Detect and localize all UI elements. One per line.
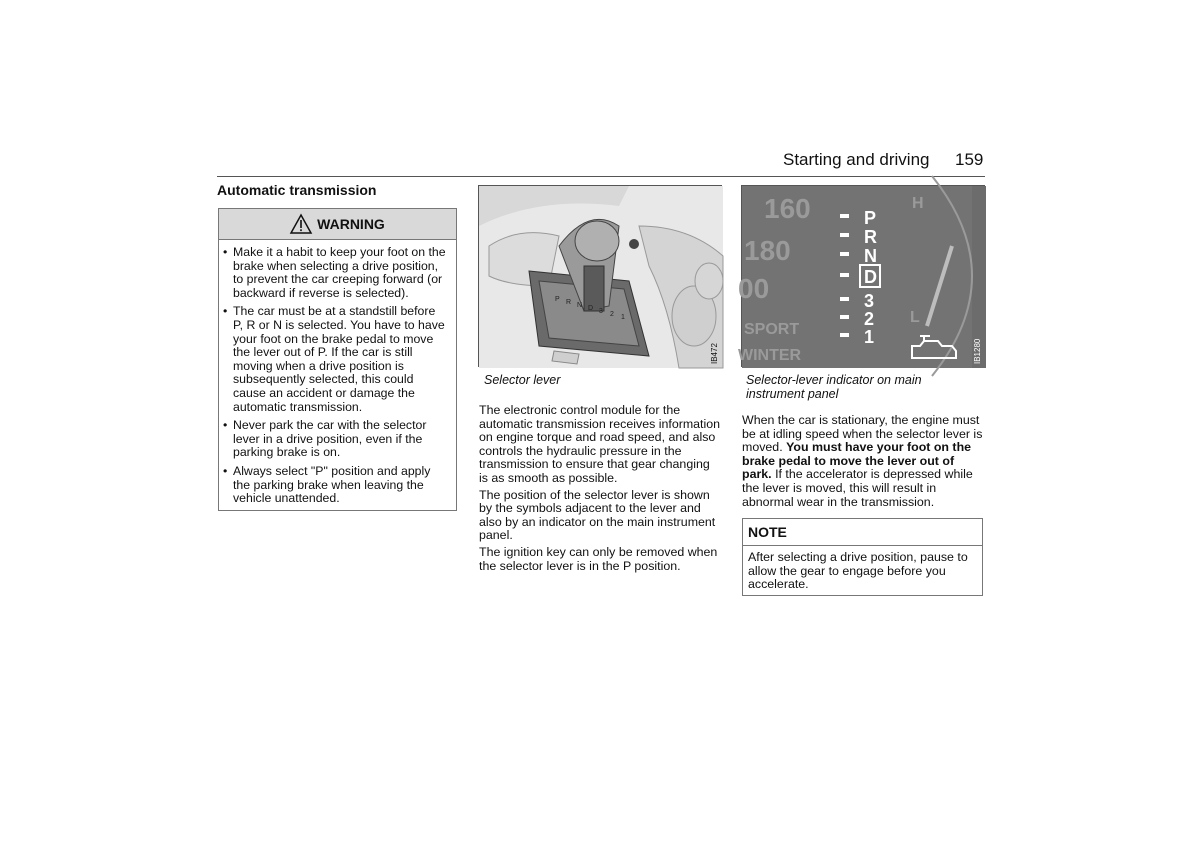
chapter-title: Starting and driving — [783, 150, 930, 169]
instrument-panel-figure — [738, 185, 985, 367]
page-number: 159 — [955, 150, 984, 169]
middle-column-text — [479, 404, 721, 576]
header-rule — [217, 176, 985, 177]
gate-letter: D — [588, 305, 594, 312]
warning-header — [219, 209, 456, 240]
figure-code: IB1280 — [973, 338, 982, 364]
paragraph-part: When the car is stationary, the engine must be at idling speed when the selector lever is moved. — [742, 413, 983, 455]
note-text: After selecting a drive position, pause to allow the gear to engage before you accelerate. — [748, 550, 968, 592]
gate-letter: 1 — [621, 314, 625, 321]
note-box — [742, 518, 983, 596]
gear-letter: R — [864, 227, 877, 247]
gear-letter: 3 — [864, 291, 875, 311]
warning-item: • The car must be at a standstill before P, R or N is selected. You have to have your foot on the brake pedal to move the lever out of P. If the car is still moving when a drive position is subsequently selected, this could cause an accident or damage the automatic transmission. — [223, 305, 446, 414]
warning-item: • Always select "P" position and apply the parking brake when leaving the vehicle unattended. — [223, 465, 446, 506]
gate-letter: P — [555, 296, 560, 303]
selector-lever-illustration — [479, 186, 723, 368]
gear-letter: 1 — [864, 327, 875, 347]
figure-code: IB472 — [710, 343, 719, 364]
gate-letter: 2 — [610, 311, 614, 318]
instrument-panel-illustration — [738, 186, 986, 368]
gate-letter: N — [577, 302, 583, 309]
selector-lever-figure — [478, 185, 722, 367]
paragraph: The ignition key can only be removed when the selector lever is in the P position. — [479, 544, 718, 573]
figure-caption: Selector-lever indicator on main instrument panel — [746, 373, 922, 401]
gear-letter: P — [864, 208, 877, 228]
warning-label: WARNING — [317, 216, 385, 232]
gate-letter: R — [566, 299, 572, 306]
warning-list — [219, 240, 456, 506]
note-header: NOTE — [743, 519, 982, 546]
gauge-number: 160 — [764, 193, 811, 224]
fuel-low-label: L — [910, 309, 920, 326]
fuel-high-label: H — [912, 195, 924, 212]
gear-letter: D — [864, 267, 877, 287]
warning-item: • Make it a habit to keep your foot on the brake when selecting a drive position, to prevent the car creeping forward (or backward if reverse is selected). — [223, 246, 446, 300]
paragraph: The position of the selector lever is shown by the symbols adjacent to the lever and also by an indicator on the main instrument panel. — [479, 487, 716, 543]
paragraph-part: If the accelerator is depressed while the lever is moved, this will result in abnormal wear in the transmission. — [742, 467, 973, 509]
warning-triangle-icon — [290, 214, 312, 234]
gauge-number: 180 — [744, 235, 791, 266]
mode-label: SPORT — [744, 321, 800, 338]
right-column-text — [742, 414, 985, 509]
paragraph: The electronic control module for the automatic transmission receives information on engine torque and road speed, and also controls the hydraulic pressure in the transmission to ensure that gear changing is as smooth as possible. — [479, 403, 721, 485]
gate-letter: 3 — [599, 308, 603, 315]
gear-letter: N — [864, 246, 877, 266]
warning-item: • Never park the car with the selector lever in a drive position, even if the parking brake is on. — [223, 419, 446, 460]
gear-letter: 2 — [864, 309, 875, 329]
figure-caption: Selector lever — [484, 373, 561, 387]
paragraph-bold: You must have your foot on the brake pedal to move the lever out of park. — [742, 440, 972, 482]
gauge-number: 00 — [738, 273, 770, 304]
warning-box — [218, 208, 457, 511]
mode-label: WINTER — [738, 347, 802, 364]
section-title: Automatic transmission — [217, 182, 377, 198]
